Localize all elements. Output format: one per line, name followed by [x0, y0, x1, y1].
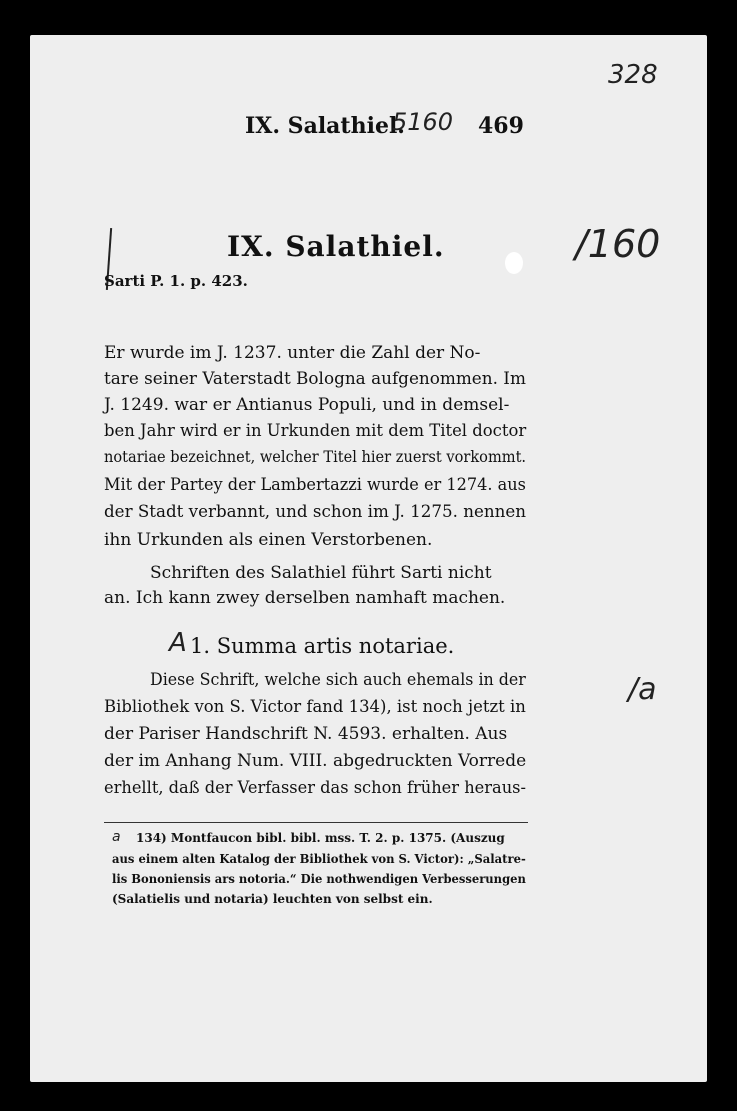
body-line: Schriften des Salathiel führt Sarti nicht [150, 563, 492, 583]
body-line: ihn Urkunden als einen Verstorbenen. [104, 530, 433, 550]
section-reference: Sarti P. 1. p. 423. [104, 272, 248, 290]
footnote-line: 134) Montfaucon bibl. bibl. mss. T. 2. p. 1375. (Auszug [136, 831, 505, 845]
subsection-title: 1. Summa artis notariae. [190, 634, 455, 658]
body-line: notariae bezeichnet, welcher Titel hier zuerst vorkommt. [104, 448, 527, 466]
body-line: tare seiner Vaterstadt Bologna aufgenommen. Im [104, 369, 526, 389]
handwritten-section-marker: A [169, 628, 187, 658]
subsection-line: der Pariser Handschrift N. 4593. erhalten. Aus [104, 724, 508, 744]
footnote-line: (Salatielis und notaria) leuchten von selbst ein. [112, 892, 433, 906]
page-number: 469 [478, 113, 524, 139]
handwritten-margin-note: /160 [575, 222, 661, 266]
footnote-rule [104, 822, 528, 823]
running-header-title: IX. Salathiel. [245, 113, 405, 139]
handwritten-footnote-marker: a [112, 829, 121, 845]
body-line: an. Ich kann zwey derselben namhaft machen. [104, 588, 506, 608]
handwritten-margin-letter: /a [628, 672, 657, 707]
footnote-line: aus einem alten Katalog der Bibliothek von S. Victor): „Salatre- [112, 852, 526, 866]
footnote-line: lis Bononiensis ars notoria.“ Die nothwendigen Verbesserungen [112, 872, 526, 886]
section-title: IX. Salathiel. [227, 230, 445, 263]
paper-hole [505, 252, 523, 274]
subsection-line: erhellt, daß der Verfasser das schon früher heraus- [104, 778, 526, 798]
handwritten-header-note: 5160 [392, 108, 454, 136]
body-line: ben Jahr wird er in Urkunden mit dem Titel doctor [104, 421, 527, 441]
page-sheet [30, 35, 707, 1082]
body-line: Er wurde im J. 1237. unter die Zahl der No- [104, 343, 481, 363]
subsection-line: der im Anhang Num. VIII. abgedruckten Vorrede [104, 751, 527, 771]
body-line: J. 1249. war er Antianus Populi, und in demsel- [104, 395, 510, 415]
body-line: der Stadt verbannt, und schon im J. 1275. nennen [104, 502, 527, 522]
handwritten-page-number: 328 [608, 60, 658, 90]
subsection-line: Diese Schrift, welche sich auch ehemals in der [150, 670, 526, 690]
subsection-line: Bibliothek von S. Victor fand 134), ist noch jetzt in [104, 697, 526, 717]
body-line: Mit der Partey der Lambertazzi wurde er 1274. aus [104, 475, 526, 495]
